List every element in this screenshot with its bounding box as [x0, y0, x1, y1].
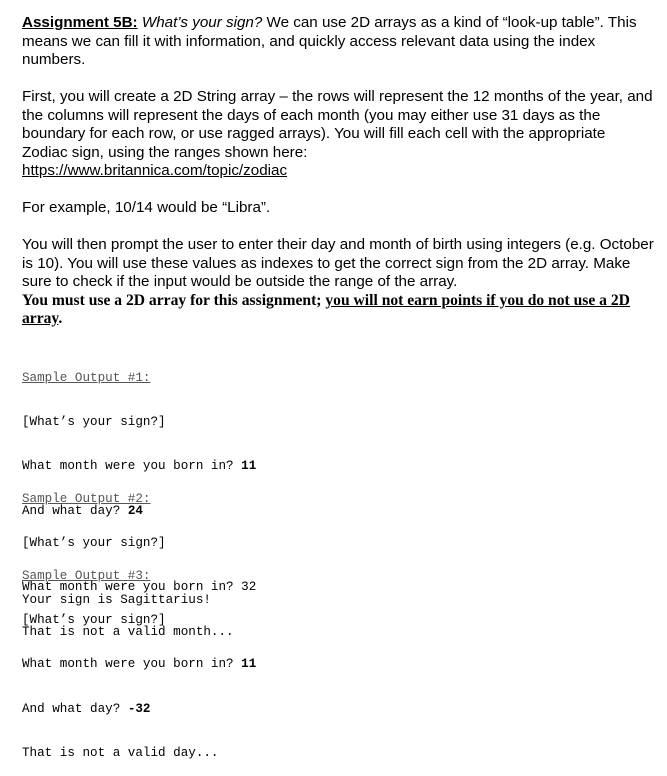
sample-line: What month were you born in? 11: [22, 657, 257, 672]
requirement-end: .: [58, 309, 63, 327]
requirement-lead: You must use a 2D array for this assignment;: [22, 291, 326, 309]
sample-line: [What’s your sign?]: [22, 414, 166, 429]
assignment-document: [22, 14, 654, 328]
requirement-paragraph: [22, 292, 654, 328]
zodiac-link[interactable]: https://www.britannica.com/topic/zodiac: [22, 162, 288, 179]
instructions-text: First, you will create a 2D String array – the rows will represent the 12 months of the year, and the columns will represent the days of each month (you may either use 31 days as the boundary for each row, or use ragged arrays). You will fill each cell with the appropriate Zodiac sign, using the ranges shown here:: [22, 88, 653, 161]
sample-line: What month were you born in? 32: [22, 580, 257, 595]
sample-header: Sample Output #3:: [22, 568, 151, 583]
intro-paragraph: [22, 14, 654, 70]
sample-line: [What’s your sign?]: [22, 612, 166, 627]
requirement-warning: you will not earn points if you do not use a 2D array: [22, 291, 630, 327]
sample-line: That is not a valid day...: [22, 746, 219, 761]
sample-line: And what day? -32: [22, 701, 151, 716]
assignment-label: Assignment 5B:: [22, 14, 138, 31]
sample-line: And what day? 24: [22, 503, 143, 518]
sample-line: What month were you born in? 11: [22, 459, 257, 474]
assignment-subtitle: What’s your sign?: [141, 14, 263, 31]
sample-output-3: [22, 539, 256, 776]
example-paragraph: For example, 10/14 would be “Libra”.: [22, 199, 271, 216]
sample-line: [What’s your sign?]: [22, 535, 166, 550]
sample-header: Sample Output #1:: [22, 370, 151, 385]
sample-line: Your sign is Sagittarius!: [22, 592, 211, 607]
instructions-paragraph: [22, 88, 654, 181]
sample-line: That is not a valid month...: [22, 624, 234, 639]
sample-header: Sample Output #2:: [22, 491, 151, 506]
intro-text: We can use 2D arrays as a kind of “look-up table”. This means we can fill it with information, and quickly access relevant data using the index numbers.: [22, 14, 637, 68]
prompt-paragraph: You will then prompt the user to enter their day and month of birth using integers (e.g. October is 10). You will use these values as indexes to get the correct sign from the 2D array. Make sure to check if the input would be outside the range of the array.: [22, 236, 654, 290]
